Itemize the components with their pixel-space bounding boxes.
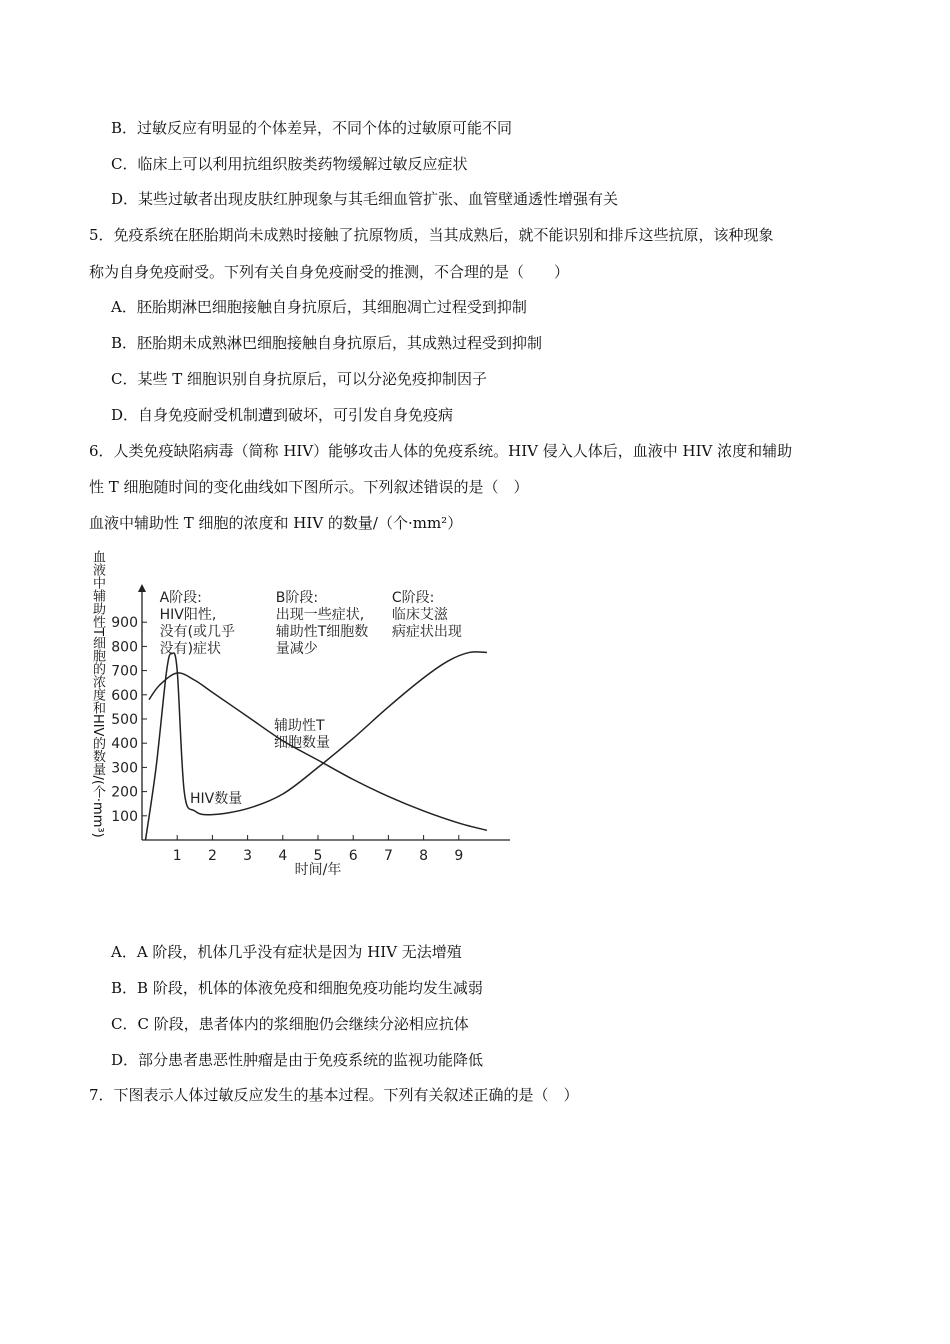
q4-option-c: C．临床上可以利用抗组织胺类药物缓解过敏反应症状 <box>111 155 468 173</box>
x-tick-label: 7 <box>383 848 393 864</box>
stage-label-b: 出现一些症状, <box>275 607 365 623</box>
stage-label-b: B阶段: <box>275 590 319 606</box>
x-tick-label: 4 <box>278 848 288 864</box>
y-tick-label: 600 <box>111 687 138 704</box>
q6-option-c: C．C 阶段，患者体内的浆细胞仍会继续分泌相应抗体 <box>111 1015 469 1033</box>
y-axis-arrow <box>138 584 146 592</box>
q5-option-b: B．胚胎期未成熟淋巴细胞接触自身抗原后，其成熟过程受到抑制 <box>111 334 543 352</box>
stage-label-c: C阶段: <box>391 590 435 606</box>
x-tick-label: 3 <box>243 848 253 864</box>
y-tick-label: 700 <box>111 663 138 680</box>
stage-label-a: A阶段: <box>159 590 202 606</box>
hiv-series-label: HIV数量 <box>190 791 243 807</box>
tcell-series-label: 细胞数量 <box>274 735 330 751</box>
tcell-series-label: 辅助性T <box>274 718 325 734</box>
hiv-tcell-chart <box>86 548 526 908</box>
q6-figure-caption: 血液中辅助性 T 细胞的浓度和 HIV 的数量/（个·mm²） <box>89 514 463 532</box>
x-tick-label: 8 <box>419 848 429 864</box>
y-tick-label: 800 <box>111 639 138 656</box>
y-tick-label: 400 <box>111 736 138 753</box>
stage-label-a: HIV阳性, <box>159 607 217 623</box>
x-tick-label: 1 <box>172 848 182 864</box>
q5-stem-line2: 称为自身免疫耐受。下列有关自身免疫耐受的推测，不合理的是（ ） <box>89 263 570 281</box>
stage-label-c: 临床艾滋 <box>391 607 448 623</box>
stage-label-a: 没有)症状 <box>159 641 222 657</box>
x-tick-label: 2 <box>207 848 217 864</box>
q5-option-a: A．胚胎期淋巴细胞接触自身抗原后，其细胞凋亡过程受到抑制 <box>111 298 527 316</box>
x-tick-label: 5 <box>313 848 323 864</box>
chart-svg <box>86 548 526 908</box>
q5-option-c: C．某些 T 细胞识别自身抗原后，可以分泌免疫抑制因子 <box>111 370 488 388</box>
x-axis-label: 时间/年 <box>294 862 342 878</box>
q6-option-d: D．部分患者患恶性肿瘤是由于免疫系统的监视功能降低 <box>111 1051 484 1069</box>
x-tick-label: 9 <box>454 848 464 864</box>
stage-label-a: 没有(或几乎 <box>159 624 236 640</box>
stage-label-b: 量减少 <box>275 641 318 657</box>
chart-y-axis-label: 血液中辅助性T细胞的浓度和HIV的数量/(个·mm³) <box>90 550 105 838</box>
q7-stem: 7．下图表示人体过敏反应发生的基本过程。下列有关叙述正确的是（ ） <box>89 1086 579 1104</box>
q6-stem-line2: 性 T 细胞随时间的变化曲线如下图所示。下列叙述错误的是（ ） <box>89 478 529 496</box>
q5-stem-line1: 5．免疫系统在胚胎期尚未成熟时接触了抗原物质，当其成熟后，就不能识别和排斥这些抗原，该种现象 <box>89 226 774 244</box>
q6-option-b: B．B 阶段，机体的体液免疫和细胞免疫功能均发生减弱 <box>111 979 483 997</box>
q4-option-d: D．某些过敏者出现皮肤红肿现象与其毛细血管扩张、血管壁通透性增强有关 <box>111 190 619 208</box>
q6-stem-line1: 6．人类免疫缺陷病毒（简称 HIV）能够攻击人体的免疫系统。HIV 侵入人体后，血液中 HIV 浓度和辅助 <box>89 442 793 460</box>
stage-label-c: 病症状出现 <box>391 624 462 640</box>
q6-option-a: A．A 阶段，机体几乎没有症状是因为 HIV 无法增殖 <box>111 943 462 961</box>
y-tick-label: 200 <box>111 784 138 801</box>
x-tick-label: 6 <box>348 848 358 864</box>
y-tick-label: 900 <box>111 615 138 632</box>
q5-option-d: D．自身免疫耐受机制遭到破坏，可引发自身免疫病 <box>111 406 454 424</box>
y-tick-label: 100 <box>111 808 138 825</box>
y-tick-label: 300 <box>111 760 138 777</box>
q4-option-b: B．过敏反应有明显的个体差异，不同个体的过敏原可能不同 <box>111 119 513 137</box>
y-tick-label: 500 <box>111 712 138 728</box>
stage-label-b: 辅助性T细胞数 <box>275 624 369 640</box>
